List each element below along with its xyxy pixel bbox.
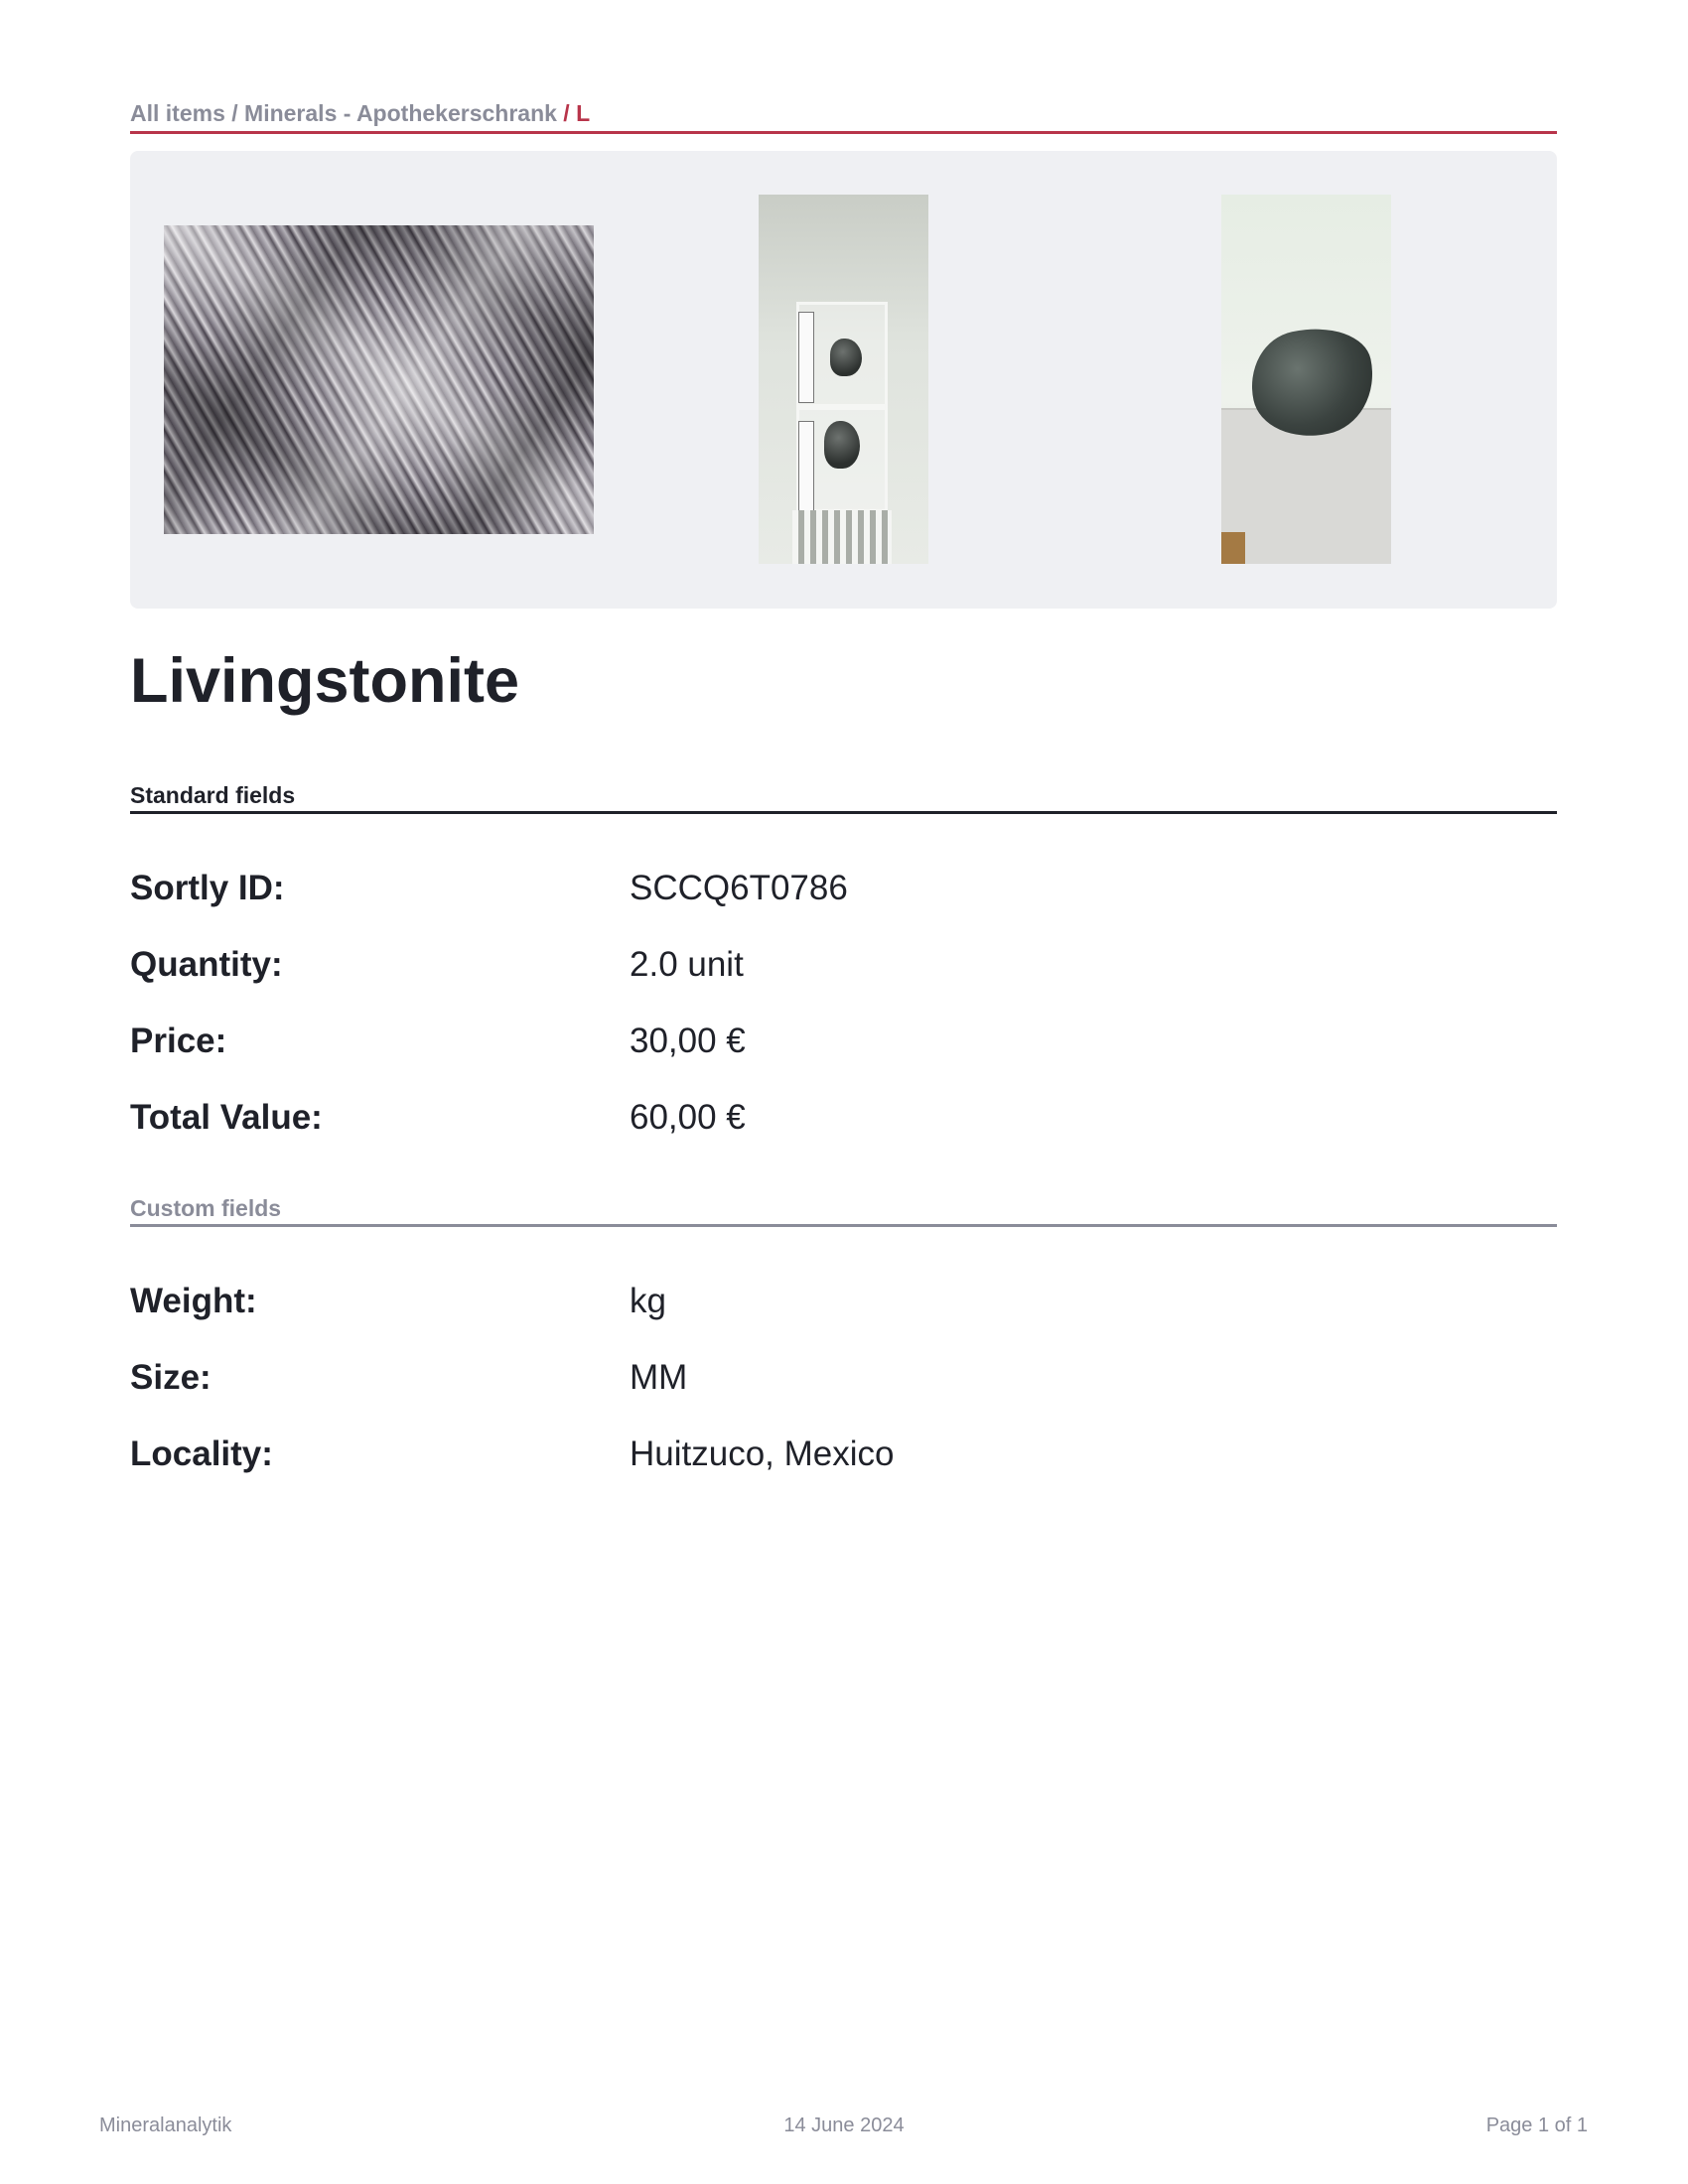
item-title: Livingstonite (130, 646, 519, 716)
photo-gallery (130, 151, 1557, 609)
field-value: 2.0 unit (630, 945, 744, 984)
field-label: Size: (130, 1358, 211, 1397)
footer-company: Mineralanalytik (99, 2115, 232, 2136)
field-value: kg (630, 1282, 666, 1320)
field-row-price (130, 1017, 1557, 1066)
field-label: Sortly ID: (130, 869, 285, 907)
field-row-quantity (130, 940, 1557, 990)
breadcrumb-separator: / (563, 100, 570, 126)
custom-fields-heading: Custom fields (130, 1195, 1557, 1227)
breadcrumb (130, 100, 1557, 134)
field-row-total-value (130, 1093, 1557, 1143)
standard-fields-heading: Standard fields (130, 782, 1557, 814)
breadcrumb-folder[interactable]: Minerals - Apothekerschrank (244, 100, 557, 126)
field-label: Price: (130, 1022, 227, 1060)
footer-date: 14 June 2024 (783, 2115, 905, 2136)
field-label: Locality: (130, 1434, 273, 1473)
field-value: 60,00 € (630, 1098, 746, 1137)
field-value: 30,00 € (630, 1022, 746, 1060)
specimen-boxes-shelf-photo[interactable] (759, 195, 928, 564)
specimen-on-dish-photo[interactable] (1221, 195, 1391, 564)
breadcrumb-root[interactable]: All items (130, 100, 225, 126)
field-row-size (130, 1353, 1557, 1403)
field-label: Total Value: (130, 1098, 323, 1137)
field-value: SCCQ6T0786 (630, 869, 848, 907)
field-value: MM (630, 1358, 688, 1397)
footer-page-number: Page 1 of 1 (1485, 2115, 1588, 2136)
field-row-sortly-id (130, 864, 1557, 913)
field-label: Weight: (130, 1282, 257, 1320)
field-row-locality (130, 1430, 1557, 1479)
breadcrumb-separator: / (231, 100, 238, 126)
breadcrumb-current: L (576, 100, 591, 126)
field-label: Quantity: (130, 945, 283, 984)
field-value: Huitzuco, Mexico (630, 1434, 895, 1473)
livingstonite-closeup-photo[interactable] (164, 225, 594, 534)
field-row-weight (130, 1277, 1557, 1326)
